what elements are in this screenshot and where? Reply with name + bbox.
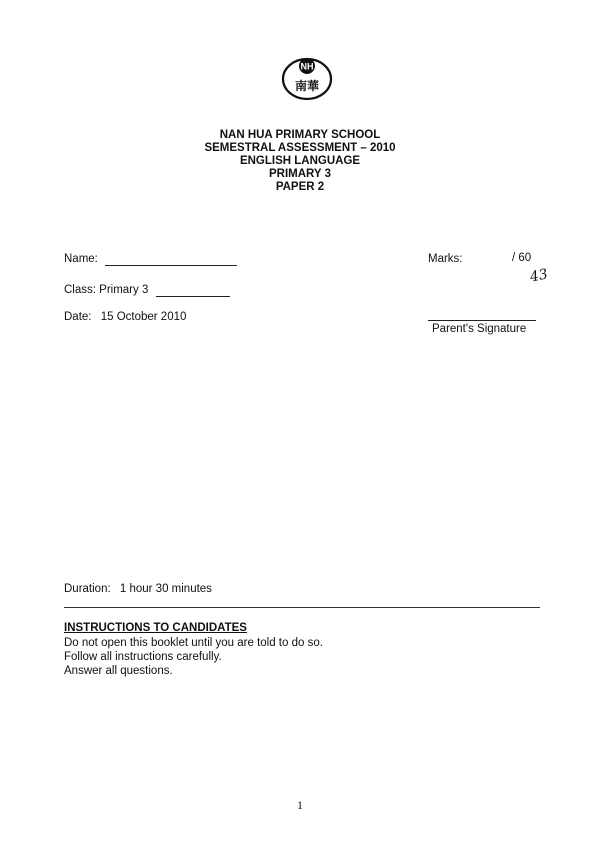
page-number: 1 [297,798,303,812]
date-value: 15 October 2010 [100,311,187,323]
document-header [0,129,600,194]
logo-chinese: 南華 [294,79,320,93]
divider [64,607,540,608]
instruction-line: Do not open this booklet until you are told to do so. [64,637,323,649]
class-field [64,284,230,297]
school-logo [279,52,335,102]
duration-value: 1 hour 30 minutes [119,583,212,595]
name-field [64,253,237,266]
name-label: Name: [64,253,98,265]
marks-score-handwritten: 43 [528,266,550,286]
signature-line[interactable] [428,320,536,321]
subject-title: ENGLISH LANGUAGE [239,155,361,167]
date-field [64,311,186,323]
marks-total: / 60 [512,252,532,264]
school-name: NAN HUA PRIMARY SCHOOL [219,129,381,141]
logo-monogram: NH [300,61,314,72]
paper-title: PAPER 2 [275,181,325,193]
marks-label: Marks: [428,253,463,265]
instruction-line: Answer all questions. [64,665,173,677]
level-title: PRIMARY 3 [269,168,331,180]
class-label: Class: Primary 3 [64,284,149,296]
instructions-list [64,636,323,678]
duration-field [64,583,212,595]
class-blank[interactable] [156,284,230,297]
assessment-title: SEMESTRAL ASSESSMENT – 2010 [204,142,396,154]
date-label: Date: [64,311,92,323]
instruction-line: Follow all instructions carefully. [64,651,222,663]
instructions-title: INSTRUCTIONS TO CANDIDATES [64,622,247,634]
duration-label: Duration: [64,583,111,595]
name-blank[interactable] [105,253,237,266]
signature-label: Parent's Signature [432,323,527,335]
